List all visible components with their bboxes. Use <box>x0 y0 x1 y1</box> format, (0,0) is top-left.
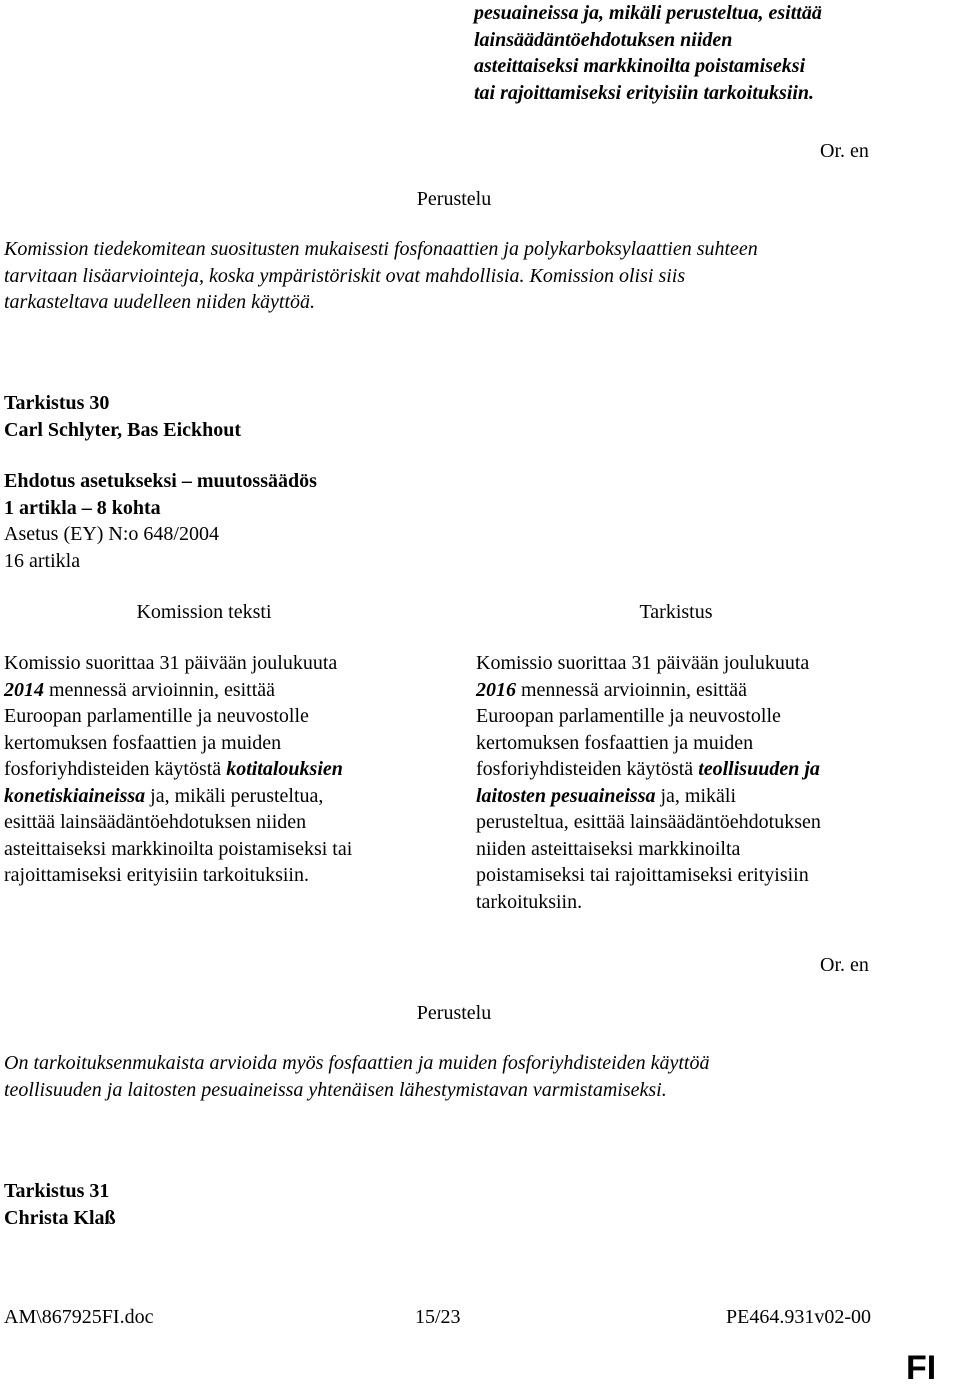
text-line: esittää lainsäädäntöehdotuksen niiden <box>4 811 307 833</box>
text-line <box>476 756 821 783</box>
justification-line: On tarkoituksenmukaista arvioida myös fosfaattien ja muiden fosforiyhdisteiden käyttöä <box>4 1052 710 1074</box>
text-line <box>4 677 352 704</box>
text-fragment: fosforiyhdisteiden käytöstä <box>4 758 227 780</box>
original-language: Or. en <box>820 140 869 162</box>
text-line: perusteltua, esittää lainsäädäntöehdotuksen <box>476 811 821 833</box>
amendment-header <box>4 390 241 443</box>
language-mark: FI <box>906 1349 937 1387</box>
text-line: asteittaiseksi markkinoilta poistamiseksi tai <box>4 837 353 860</box>
text-fragment: mennessä arvioinnin, esittää <box>516 678 748 701</box>
text-fragment: mennessä arvioinnin, esittää <box>44 678 276 701</box>
article-point: 1 artikla – 8 kohta <box>4 496 161 519</box>
changed-text: teollisuuden ja <box>698 758 820 780</box>
text-line <box>4 783 352 810</box>
continuation-line: pesuaineissa ja, mikäli perusteltua, esittää <box>474 2 822 24</box>
text-line: kertomuksen fosfaattien ja muiden <box>4 731 282 754</box>
continuation-line: lainsäädäntöehdotuksen niiden <box>474 28 733 51</box>
text-line: kertomuksen fosfaattien ja muiden <box>476 731 754 754</box>
justification-line: teollisuuden ja laitosten pesuaineissa yhtenäisen lähestymistavan varmistamiseksi. <box>4 1078 667 1101</box>
text-line: Euroopan parlamentille ja neuvostolle <box>476 705 781 727</box>
amendment-authors: Christa Klaß <box>4 1206 116 1229</box>
text-fragment: ja, mikäli perusteltua, <box>145 784 324 807</box>
text-line <box>4 756 352 783</box>
justification-heading: Perustelu <box>416 1002 492 1024</box>
text-fragment: fosforiyhdisteiden käytöstä <box>476 758 699 780</box>
text-line: poistamiseksi tai rajoittamiseksi erityisiin <box>476 864 809 886</box>
changed-text: konetiskiaineissa <box>4 784 146 807</box>
justification-line: Komission tiedekomitean suositusten mukaisesti fosfonaattien ja polykarboksylaattien suhteen <box>4 238 758 260</box>
justification-line: tarkasteltava uudelleen niiden käyttöä. <box>4 291 316 313</box>
text-line: Komissio suorittaa 31 päivään joulukuuta <box>4 652 338 674</box>
article-ref: 16 artikla <box>4 549 81 572</box>
changed-text: kotitalouksien <box>226 758 343 780</box>
text-line <box>476 783 821 810</box>
text-line: Euroopan parlamentille ja neuvostolle <box>4 705 309 727</box>
text-line <box>476 677 821 704</box>
justification-text <box>4 1050 709 1103</box>
text-line: Komissio suorittaa 31 päivään joulukuuta <box>476 652 810 674</box>
justification-text <box>4 236 758 316</box>
amendment-authors: Carl Schlyter, Bas Eickhout <box>4 418 242 441</box>
commission-text <box>4 650 352 889</box>
footer-document-ref: AM\867925FI.doc <box>4 1306 154 1328</box>
justification-line: tarvitaan lisäarviointeja, koska ympäristöriskit ovat mahdollisia. Komission olisi siis <box>4 264 686 287</box>
regulation-ref: Asetus (EY) N:o 648/2004 <box>4 523 219 545</box>
continuation-line: asteittaiseksi markkinoilta poistamiseksi <box>474 55 806 77</box>
footer-page-number: 15/23 <box>415 1306 461 1328</box>
continuation-text <box>474 0 944 106</box>
amendment-text <box>476 650 821 915</box>
justification-heading: Perustelu <box>416 188 492 210</box>
amendment-title: Tarkistus 31 <box>4 1180 110 1202</box>
proposal-reference <box>4 468 317 574</box>
continuation-line: tai rajoittamiseksi erityisiin tarkoituksiin. <box>474 81 815 104</box>
changed-year: 2016 <box>476 678 516 701</box>
commission-text-heading: Komission teksti <box>136 601 272 623</box>
amendment-header <box>4 1178 116 1231</box>
amendment-heading: Tarkistus <box>639 601 713 623</box>
changed-year: 2014 <box>4 678 44 701</box>
text-line: niiden asteittaiseksi markkinoilta <box>476 837 741 860</box>
text-line: rajoittamiseksi erityisiin tarkoituksiin. <box>4 864 309 886</box>
original-language: Or. en <box>820 954 869 976</box>
text-fragment: ja, mikäli <box>655 784 737 807</box>
text-line: tarkoituksiin. <box>476 890 583 913</box>
amendment-title: Tarkistus 30 <box>4 392 110 414</box>
changed-text: laitosten pesuaineissa <box>476 784 656 807</box>
footer-pe-number: PE464.931v02-00 <box>726 1306 871 1328</box>
proposal-label: Ehdotus asetukseksi – muutossäädös <box>4 470 317 492</box>
